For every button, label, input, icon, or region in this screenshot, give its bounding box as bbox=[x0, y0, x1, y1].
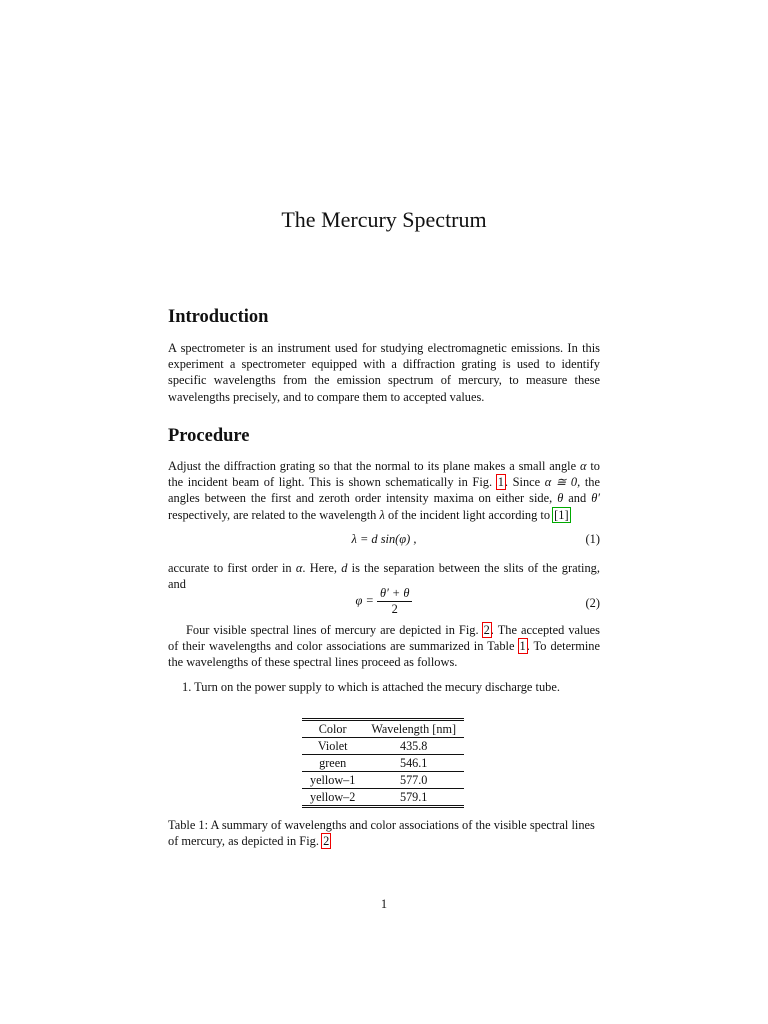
table-1-link[interactable]: 1 bbox=[519, 639, 526, 654]
procedure-paragraph-1 bbox=[168, 458, 600, 523]
table-cell-wavelength: 579.1 bbox=[363, 789, 464, 807]
introduction-paragraph: A spectrometer is an instrument used for studying electromagnetic emissions. In this experiment a spectrometer equipped with a diffraction grating is used to identify specific wavelengths from the emission spectrum of mercury, to measure these wavelengths precisely, and to compare them to accepted values. bbox=[168, 341, 600, 404]
math-alpha: α bbox=[295, 561, 303, 575]
text-run: and bbox=[568, 491, 587, 506]
text-run: the angles between the first and zeroth order intensity maxima on either side, bbox=[168, 475, 600, 506]
table-header-row bbox=[302, 720, 464, 738]
equation-2-fraction bbox=[377, 586, 412, 617]
math-lambda: λ bbox=[379, 507, 385, 522]
equation-2-body bbox=[168, 586, 600, 617]
table-row bbox=[302, 789, 464, 807]
figure-2-link[interactable]: 2 bbox=[323, 834, 330, 849]
text-run: Adjust the diffraction grating so that the normal to its plane makes a small angle bbox=[168, 459, 577, 473]
equation-1-body: λ = d sin(φ) , bbox=[351, 532, 417, 546]
equation-1-number: (1) bbox=[585, 532, 600, 546]
figure-1-link[interactable]: 1 bbox=[497, 475, 504, 490]
list-item bbox=[182, 679, 600, 695]
equation-2 bbox=[168, 586, 600, 620]
table-cell-color: yellow–2 bbox=[302, 789, 363, 807]
table-cell-wavelength: 546.1 bbox=[363, 755, 464, 772]
list-marker: 1. bbox=[182, 680, 192, 694]
text-run: . To determine the wavelengths of these spectral lines proceed as follows. bbox=[168, 639, 600, 670]
text-run: is the separation between the slits of the grating, and bbox=[168, 561, 600, 592]
equation-2-numerator: θ′ + θ bbox=[377, 586, 412, 602]
text-run: . Here, bbox=[302, 561, 337, 575]
table-cell-color: yellow–1 bbox=[302, 772, 363, 789]
table-header-wavelength: Wavelength [nm] bbox=[363, 720, 464, 738]
text-run: . The accepted values of their wavelengths and color associations are summarized in Table bbox=[168, 623, 600, 654]
section-heading-introduction: Introduction bbox=[168, 307, 269, 327]
math-d: d bbox=[341, 561, 348, 575]
table-cell-color: green bbox=[302, 755, 363, 772]
table-row bbox=[302, 738, 464, 755]
table-row bbox=[302, 772, 464, 789]
text-run: accurate to first order in bbox=[168, 561, 292, 575]
procedure-paragraph-3 bbox=[168, 622, 600, 671]
table-cell-wavelength: 577.0 bbox=[363, 772, 464, 789]
equation-2-denominator: 2 bbox=[391, 602, 398, 616]
math-alpha: α bbox=[579, 459, 587, 473]
table-header-color: Color bbox=[302, 720, 363, 738]
text-run: of the incident light according to bbox=[387, 507, 551, 522]
math-theta: θ bbox=[557, 491, 564, 506]
math-alpha-approx-zero: α ≅ 0, bbox=[544, 475, 581, 490]
table-caption bbox=[168, 817, 600, 849]
page-title: The Mercury Spectrum bbox=[281, 207, 487, 232]
list-item-text: Turn on the power supply to which is attached the mecury discharge tube. bbox=[194, 680, 560, 694]
page-number: 1 bbox=[380, 897, 388, 911]
caption-text: Table 1: A summary of wavelengths and color associations of the visible spectral lines of mercury, as depicted in Fig. bbox=[168, 818, 595, 849]
equation-2-lhs: φ = bbox=[355, 593, 374, 608]
text-run: . Since bbox=[504, 475, 541, 490]
text-run: to the incident beam of light. This is shown schematically in Fig. bbox=[168, 459, 600, 490]
table-cell-color: Violet bbox=[302, 738, 363, 755]
text-run: Four visible spectral lines of mercury are depicted in Fig. bbox=[186, 623, 479, 637]
table-row bbox=[302, 755, 464, 772]
figure-2-link[interactable]: 2 bbox=[483, 623, 490, 637]
wavelength-table bbox=[302, 718, 464, 808]
table-cell-wavelength: 435.8 bbox=[363, 738, 464, 755]
section-heading-procedure: Procedure bbox=[168, 426, 250, 446]
citation-1-link[interactable]: [1] bbox=[554, 507, 569, 522]
equation-2-number: (2) bbox=[585, 596, 600, 610]
text-run: respectively, are related to the wavelength bbox=[168, 507, 377, 522]
math-theta-prime: θ′ bbox=[591, 491, 600, 506]
